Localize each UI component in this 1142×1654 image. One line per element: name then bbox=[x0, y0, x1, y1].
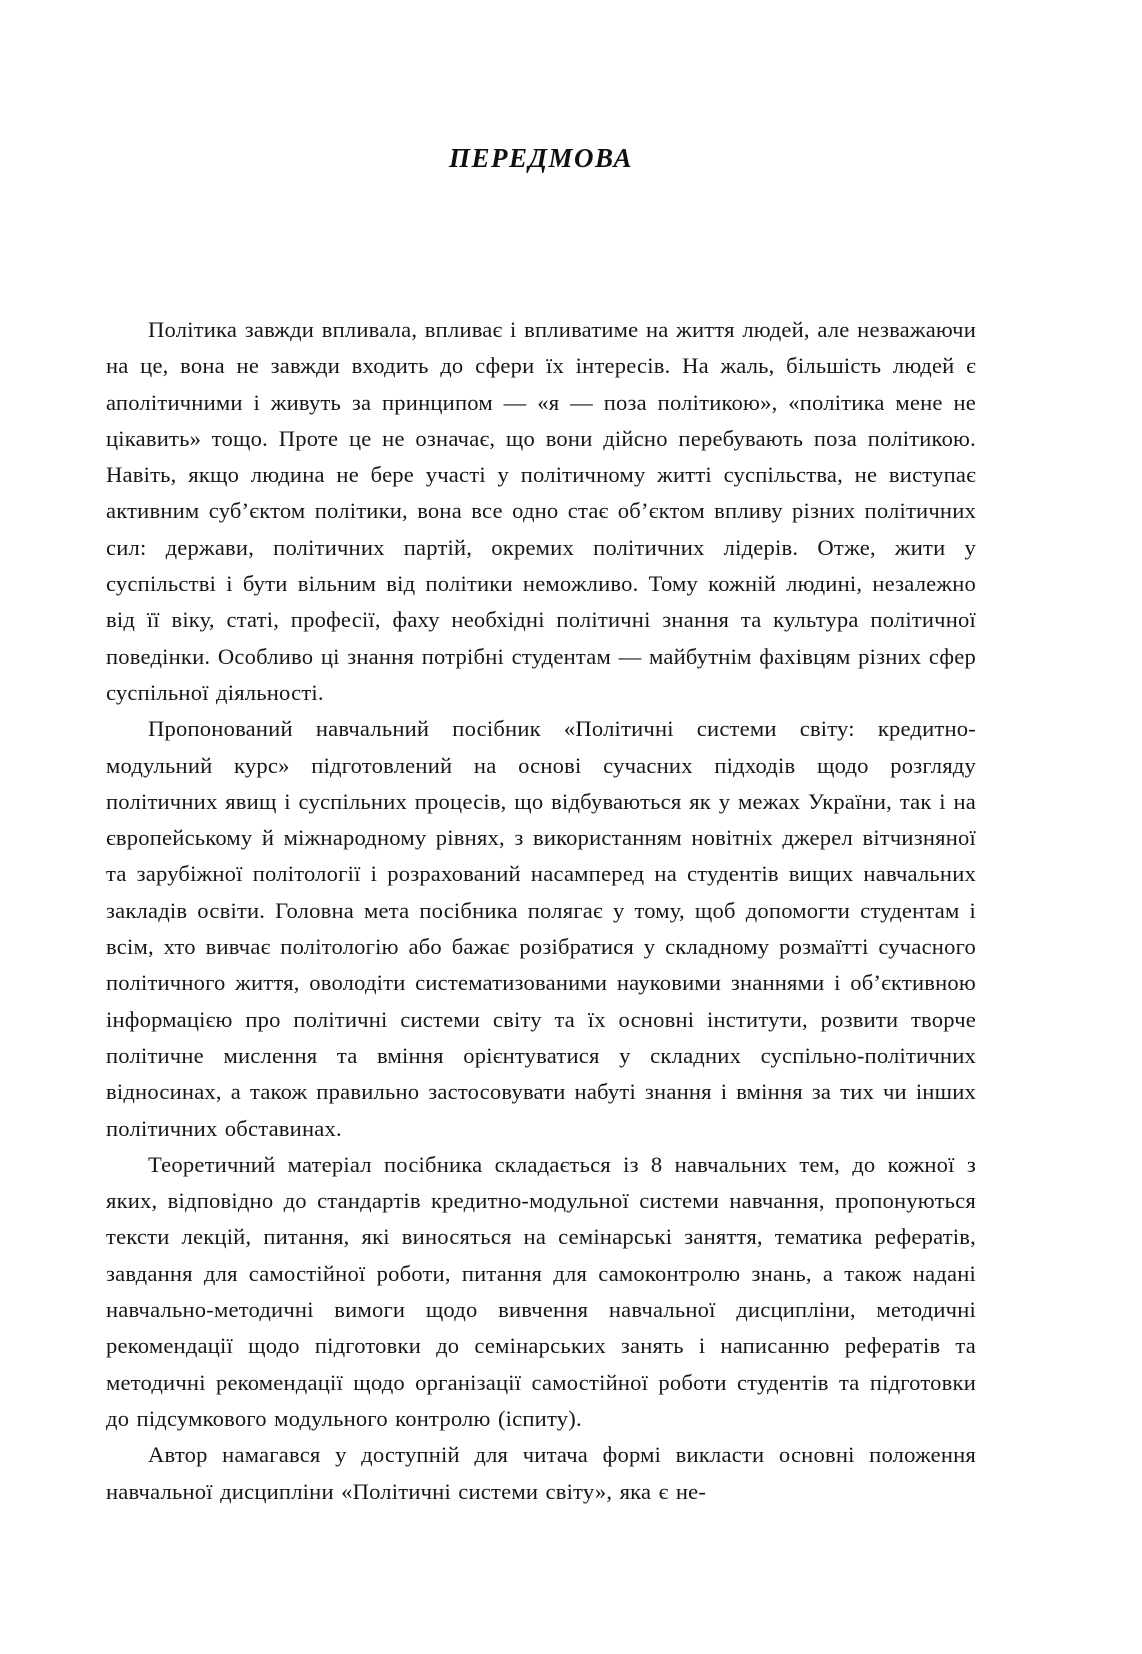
text-block bbox=[106, 0, 976, 1510]
paragraph: Теоретичний матеріал посібника складається із 8 навчальних тем, до кожної з яких, відповідно до стандартів кредитно-модульної системи навчання, пропонуються тексти лекцій, питання, які виносяться на семінарські заняття, тематика рефератів, завдання для самостійної роботи, питання для самоконтролю знань, а також надані навчально-методичні вимоги щодо вивчення навчальної дисципліни, методичні рекомендації щодо підготовки до семінарських занять і написанню рефератів та методичні рекомендації щодо організації самостійної роботи студентів та підготовки до підсумкового модульного контролю (іспиту). bbox=[106, 1151, 976, 1431]
paragraph: Автор намагався у доступній для читача формі викласти основні положення навчальної дисципліни «Політичні системи світу», яка є не- bbox=[106, 1442, 976, 1504]
page-title: ПЕРЕДМОВА bbox=[449, 143, 633, 173]
paragraph: Політика завжди впливала, впливає і впливатиме на життя людей, але незважаючи на це, вона не завжди входить до сфери їх інтересів. На жаль, більшість людей є аполітичними і живуть за принципом — «я — поза політикою», «політика мене не цікавить» тощо. Проте це не означає, що вони дійсно перебувають поза політикою. Навіть, якщо людина не бере участі у політичному житті суспільства, не виступає активним суб’єктом політики, вона все одно стає об’єктом впливу різних політичних сил: держави, політичних партій, окремих політичних лідерів. Отже, жити у суспільстві і бути вільним від політики неможливо. Тому кожній людині, незалежно від її віку, статі, професії, фаху необхідні політичні знання та культура політичної поведінки. Особливо ці знання потрібні студентам — майбутнім фахівцям різних сфер суспільної діяльності. bbox=[106, 317, 976, 705]
body-text bbox=[106, 312, 976, 1510]
paragraph: Пропонований навчальний посібник «Політичні системи світу: кредитно-модульний курс» підготовлений на основі сучасних підходів щодо розгляду політичних явищ і суспільних процесів, що відбуваються як у межах України, так і на європейському й міжнародному рівнях, з використанням новітніх джерел вітчизняної та зарубіжної політології і розрахований насамперед на студентів вищих навчальних закладів освіти. Головна мета посібника полягає у тому, щоб допомогти студентам і всім, хто вивчає політологію або бажає розібратися у складному розмаїтті сучасного політичного життя, оволодіти систематизованими науковими знаннями і об’єктивною інформацією про політичні системи світу та їх основні інститути, розвити творче політичне мислення та вміння орієнтуватися у складних суспільно-політичних відносинах, а також правильно застосовувати набуті знання і вміння за тих чи інших політичних обставинах. bbox=[106, 716, 976, 1141]
